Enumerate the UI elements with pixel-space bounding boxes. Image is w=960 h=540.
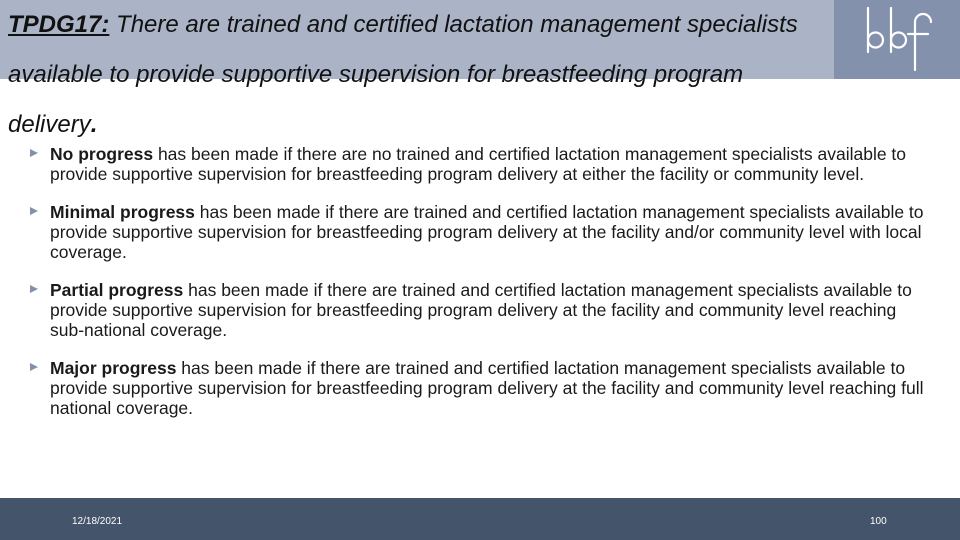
bullet-lead: Minimal progress bbox=[50, 202, 195, 222]
list-item-partial-progress bbox=[30, 280, 930, 340]
bullet-lead: No progress bbox=[50, 144, 154, 164]
list-item-no-progress bbox=[30, 144, 930, 184]
triangle-bullet-icon bbox=[30, 285, 38, 293]
progress-criteria-list bbox=[30, 144, 930, 436]
list-item-major-progress bbox=[30, 358, 930, 418]
triangle-bullet-icon bbox=[30, 363, 38, 371]
footer-date: 12/18/2021 bbox=[72, 516, 123, 527]
bbf-logo-icon bbox=[834, 0, 960, 79]
bullet-text: has been made if there are trained and certified lactation management specialists available to provide supportive supervision for breastfeeding program delivery at the facility and community level reaching full national coverage. bbox=[50, 358, 924, 418]
title-period: . bbox=[90, 111, 98, 138]
bullet-lead: Major progress bbox=[50, 358, 177, 378]
title-label: TPDG17: bbox=[8, 11, 110, 38]
logo-box bbox=[834, 0, 960, 79]
bullet-text: has been made if there are trained and certified lactation management specialists available to provide supportive supervision for breastfeeding program delivery at the facility and/or community level with local coverage. bbox=[50, 202, 924, 262]
bullet-text: has been made if there are trained and certified lactation management specialists available to provide supportive supervision for breastfeeding program delivery at the facility and community level reaching sub-national coverage. bbox=[50, 280, 912, 340]
page-number: 100 bbox=[870, 516, 887, 527]
list-item-minimal-progress bbox=[30, 202, 930, 262]
bullet-lead: Partial progress bbox=[50, 280, 184, 300]
title-text: There are trained and certified lactation management specialists available to provide supportive supervision for breastfeeding program delivery bbox=[8, 11, 798, 138]
triangle-bullet-icon bbox=[30, 207, 38, 215]
page-title bbox=[8, 0, 828, 150]
footer-bar bbox=[0, 498, 960, 540]
triangle-bullet-icon bbox=[30, 149, 38, 157]
bullet-text: has been made if there are no trained and certified lactation management specialists available to provide supportive supervision for breastfeeding program delivery at either the facility or community level. bbox=[50, 144, 907, 184]
